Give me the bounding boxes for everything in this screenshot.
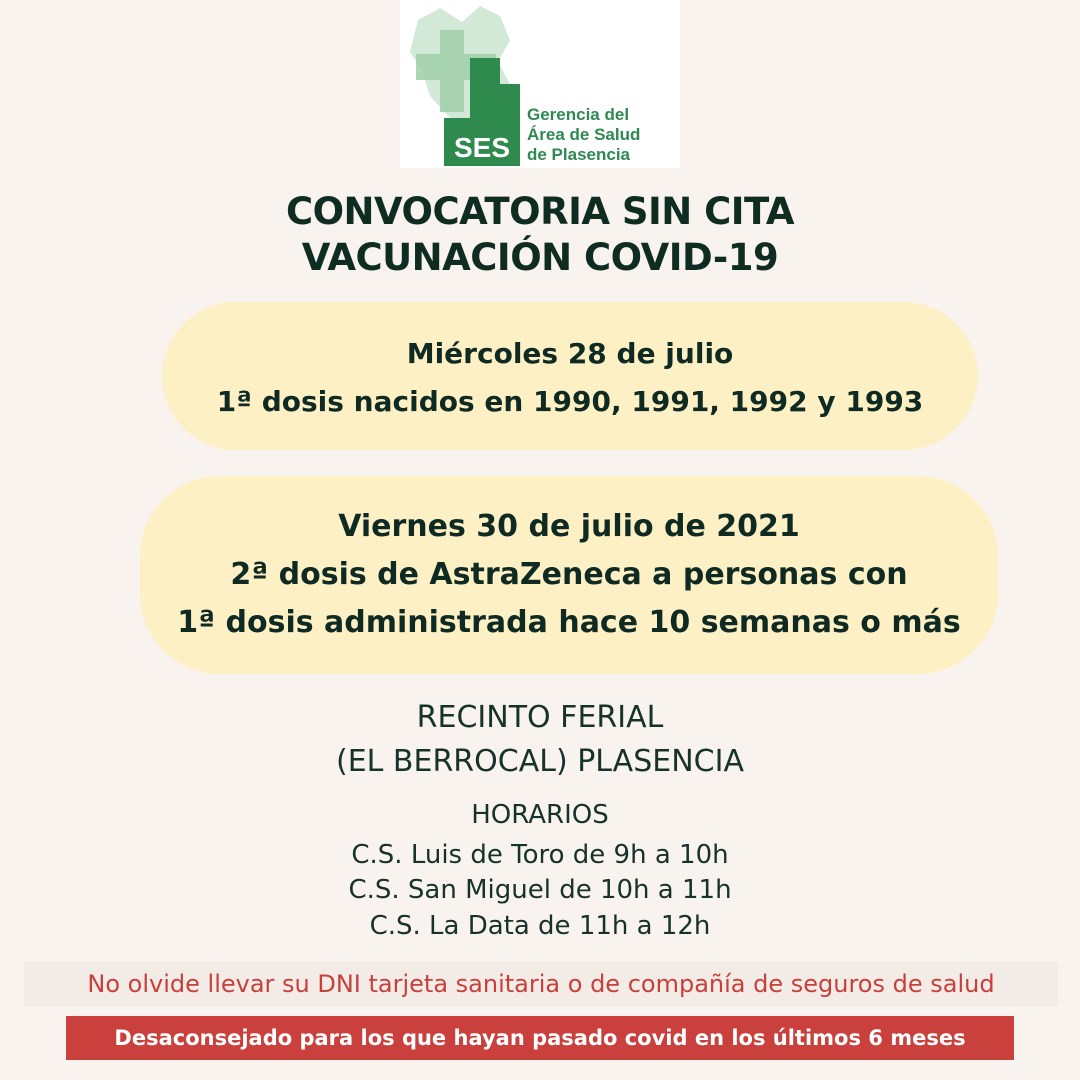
venue-line-2: (EL BERROCAL) PLASENCIA [336,744,744,779]
session-card-friday [140,476,998,674]
session-description: 1ª dosis nacidos en 1990, 1991, 1992 y 1993 [216,385,924,418]
session-description: 1ª dosis administrada hace 10 semanas o más [177,605,961,640]
venue-line-1: RECINTO FERIAL [416,700,664,735]
logo-line: Gerencia del [527,105,630,124]
session-card-wednesday [162,302,978,450]
logo-line: Área de Salud [527,125,641,144]
ses-logo [400,0,680,168]
document-notice: No olvide llevar su DNI tarjeta sanitaria o de compañía de seguros de salud [24,962,1058,1006]
schedule-item: C.S. San Miguel de 10h a 11h [348,875,732,905]
covid-warning-banner: Desaconsejado para los que hayan pasado covid en los últimos 6 meses [66,1016,1014,1060]
schedule-heading: HORARIOS [471,800,609,830]
session-date: Miércoles 28 de julio [406,337,734,370]
title-line-1: CONVOCATORIA SIN CITA [285,190,795,233]
schedule-item: C.S. Luis de Toro de 9h a 10h [351,840,729,870]
schedule-item: C.S. La Data de 11h a 12h [369,911,711,941]
session-description: 2ª dosis de AstraZeneca a personas con [230,557,908,592]
ses-badge: SES [453,132,511,163]
title-line-2: VACUNACIÓN COVID-19 [301,236,779,279]
session-date: Viernes 30 de julio de 2021 [338,509,800,544]
logo-text [527,105,640,165]
logo-line: de Plasencia [527,145,631,164]
